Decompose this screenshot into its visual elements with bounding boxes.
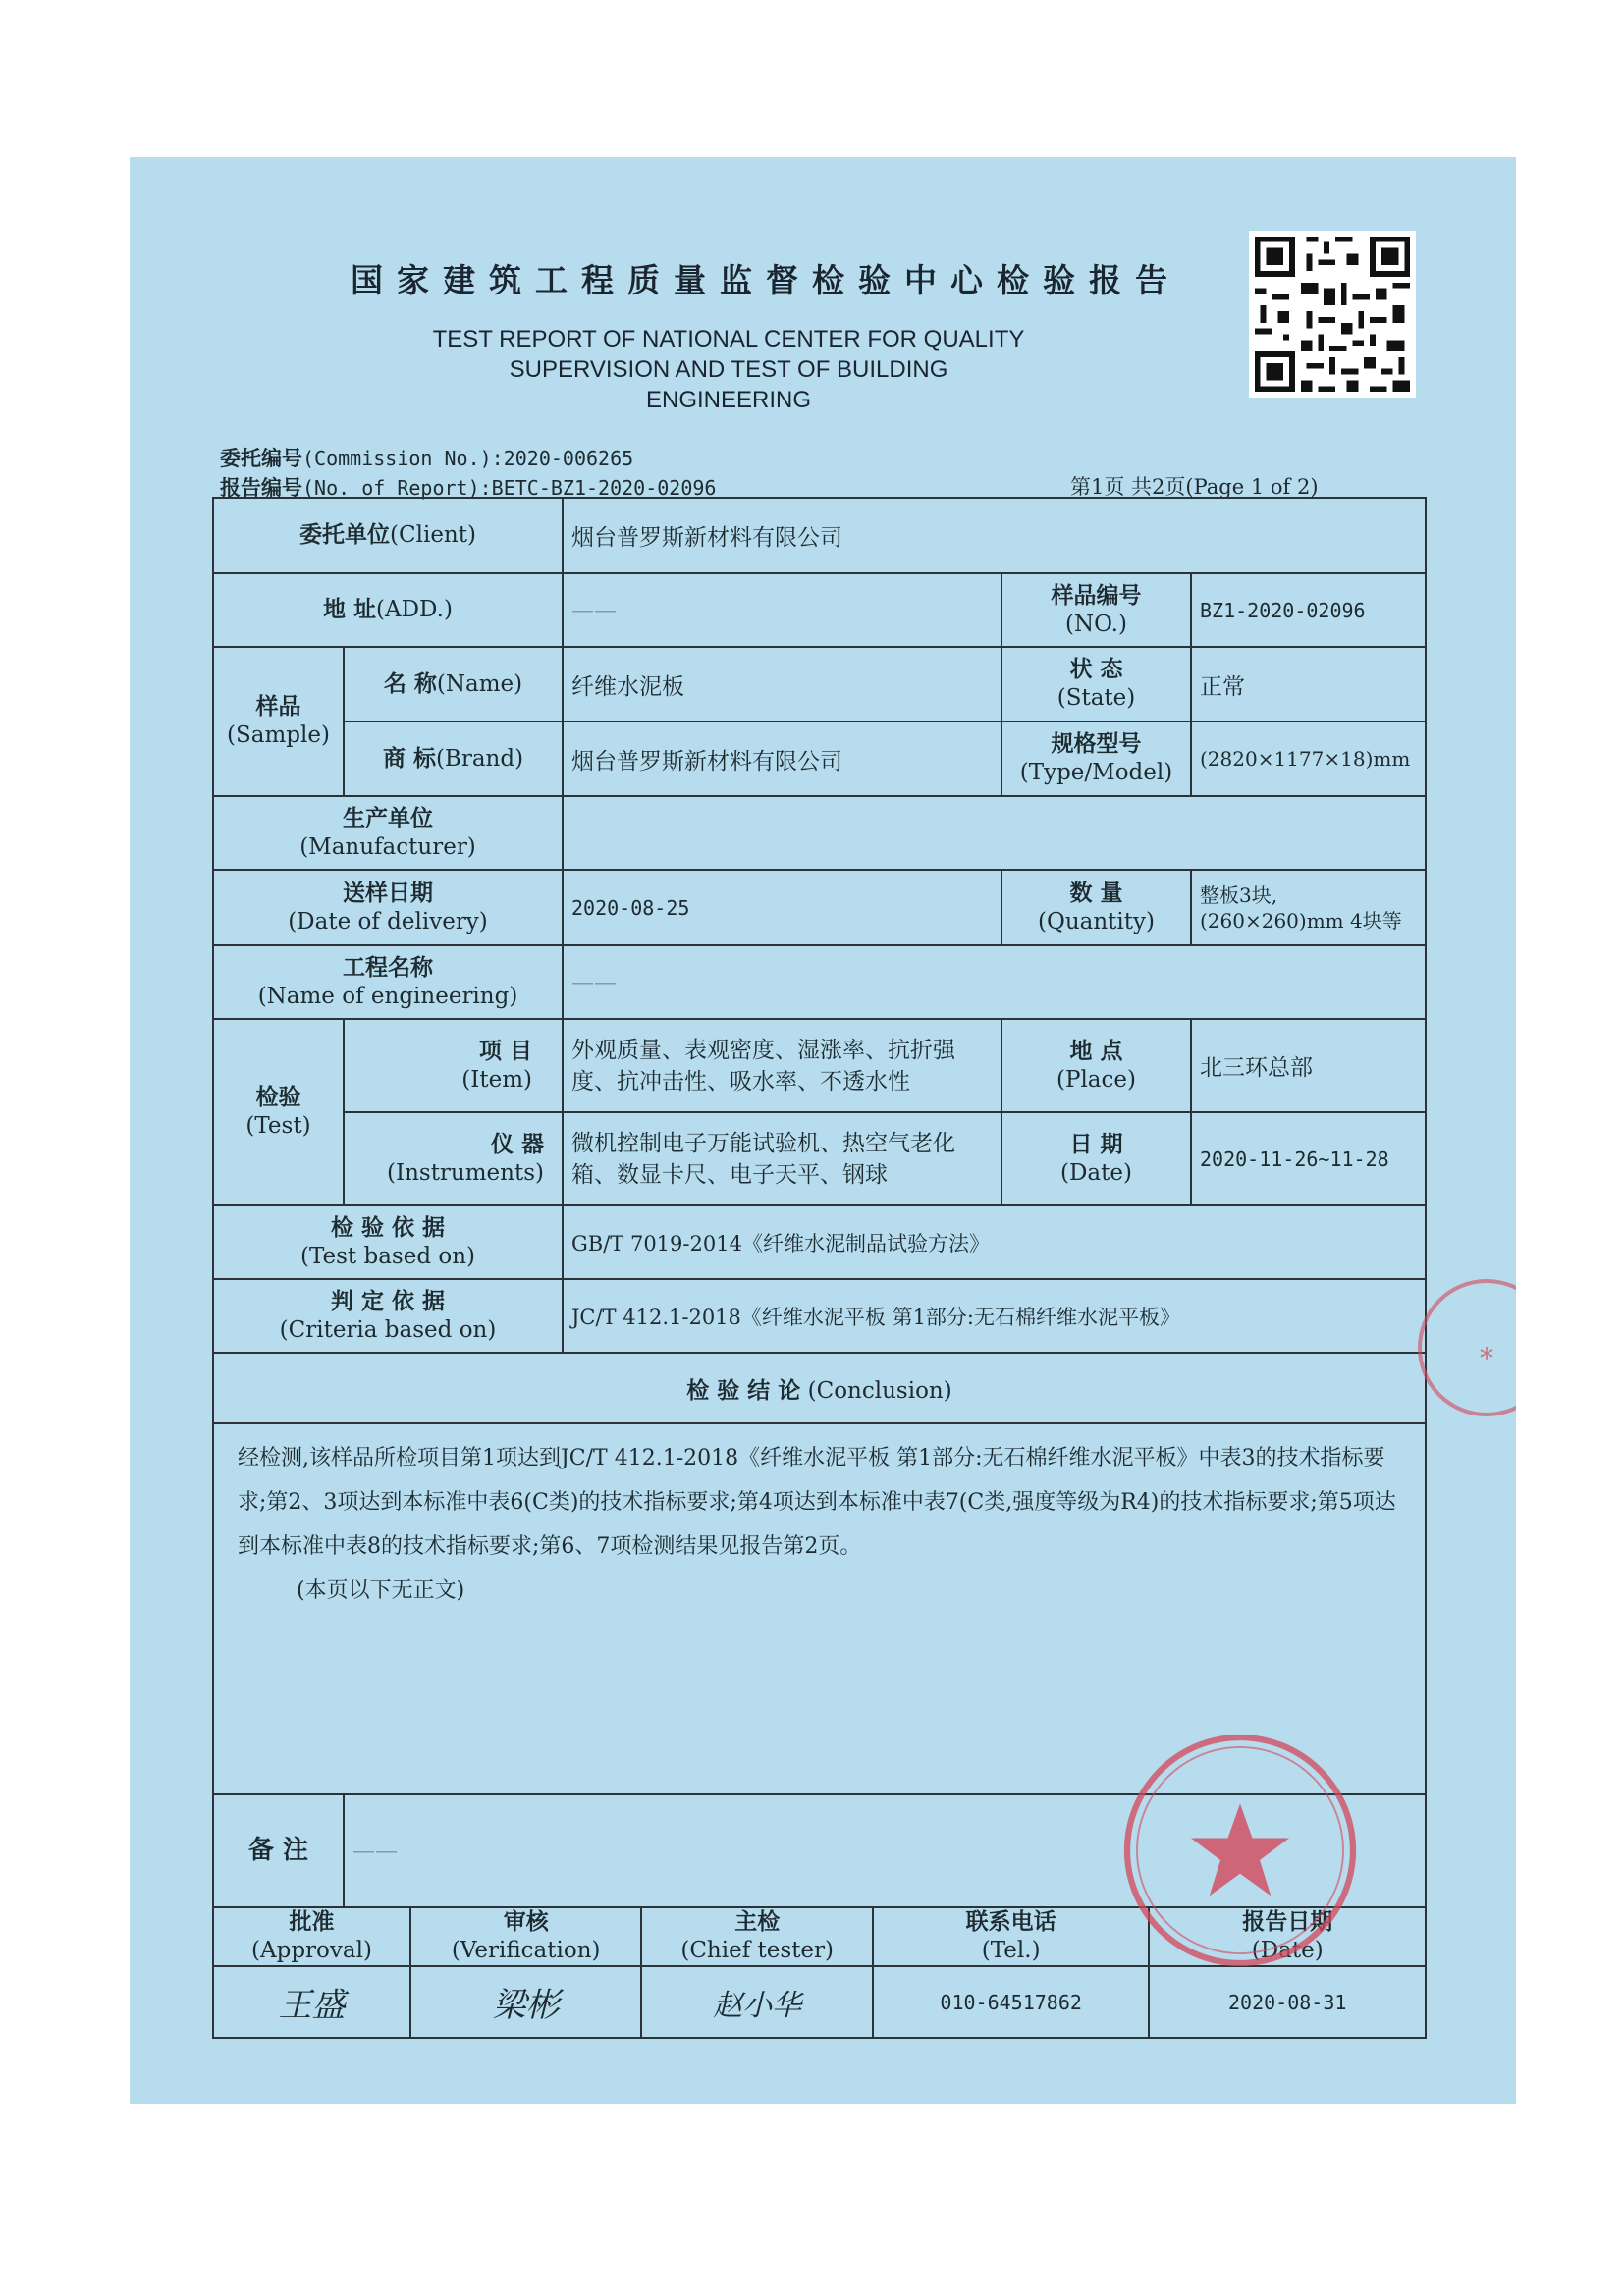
verification-label: 审核 (Verification)	[410, 1908, 641, 1966]
approval-signature: 王盛	[214, 1966, 410, 2037]
commission-value: 2020-006265	[503, 447, 634, 470]
report-label: 报告编号	[220, 476, 302, 500]
engineering-row	[213, 945, 1426, 1019]
commission-label: 委托编号	[220, 447, 302, 470]
tel-value: 010-64517862	[873, 1966, 1149, 2037]
instruments-value: 微机控制电子万能试验机、热空气老化箱、数显卡尺、电子天平、钢球	[563, 1112, 1001, 1205]
criteria-label: 判 定 依 据 (Criteria based on)	[213, 1279, 563, 1353]
sample-no-label: 样品编号 (NO.)	[1001, 573, 1191, 647]
title-en-line1: TEST REPORT OF NATIONAL CENTER FOR QUALITY	[432, 326, 1025, 352]
engineering-value: ——	[563, 945, 1426, 1019]
instruments-row	[213, 1112, 1426, 1205]
remarks-value: ——	[344, 1794, 1426, 1907]
item-label: 项 目 (Item)	[344, 1019, 563, 1112]
address-row	[213, 573, 1426, 647]
criteria-row	[213, 1279, 1426, 1353]
name-row	[213, 647, 1426, 721]
type-model-label: 规格型号 (Type/Model)	[1001, 721, 1191, 796]
quantity-value: 整板3块, (260×260)mm 4块等	[1191, 870, 1426, 945]
test-label: 检验 (Test)	[213, 1019, 344, 1205]
conclusion-heading: 检 验 结 论 (Conclusion)	[213, 1353, 1426, 1423]
place-value: 北三环总部	[1191, 1019, 1426, 1112]
signature-label-row	[213, 1907, 1426, 2038]
brand-row	[213, 721, 1426, 796]
report-title-cn: 国家建筑工程质量监督检验中心检验报告	[351, 261, 1181, 299]
commission-number	[220, 443, 633, 472]
item-value: 外观质量、表观密度、湿涨率、抗折强度、抗冲击性、吸水率、不透水性	[563, 1019, 1001, 1112]
delivery-row	[213, 870, 1426, 945]
report-label-en: (No. of Report):	[302, 476, 492, 500]
report-date-value: 2020-08-31	[1149, 1966, 1425, 2037]
type-model-value: (2820×1177×18)mm	[1191, 721, 1426, 796]
address-value: ——	[563, 573, 1001, 647]
commission-label-en: (Commission No.):	[302, 447, 504, 470]
state-label: 状 态 (State)	[1001, 647, 1191, 721]
verification-signature: 梁彬	[410, 1966, 641, 2037]
manufacturer-label: 生产单位 (Manufacturer)	[213, 796, 563, 870]
title-en-line2: SUPERVISION AND TEST OF BUILDING ENGINEERING	[509, 356, 948, 413]
name-value: 纤维水泥板	[563, 647, 1001, 721]
report-date-label: 报告日期 (Date)	[1242, 1909, 1333, 1963]
date-value: 2020-11-26~11-28	[1191, 1112, 1426, 1205]
item-row	[213, 1019, 1426, 1112]
client-value: 烟台普罗斯新材料有限公司	[563, 498, 1426, 573]
conclusion-body	[213, 1423, 1426, 1794]
criteria-value: JC/T 412.1-2018《纤维水泥平板 第1部分:无石棉纤维水泥平板》	[563, 1279, 1426, 1353]
test-basis-value: GB/T 7019-2014《纤维水泥制品试验方法》	[563, 1205, 1426, 1279]
client-row	[213, 498, 1426, 573]
report-title-en	[424, 324, 1033, 415]
report-table	[212, 497, 1427, 2039]
sample-no-value: BZ1-2020-02096	[1191, 573, 1426, 647]
remarks-label: 备 注	[213, 1794, 344, 1907]
brand-value: 烟台普罗斯新材料有限公司	[563, 721, 1001, 796]
instruments-label: 仪 器 (Instruments)	[344, 1112, 563, 1205]
svg-text:*: *	[1480, 1342, 1493, 1374]
conclusion-text: 经检测,该样品所检项目第1项达到JC/T 412.1-2018《纤维水泥平板 第1部分:无石棉纤维水泥平板》中表3的技术指标要求;第2、3项达到本标准中表6(C类)的技术指标要求;第4项达到本标准中表7(C类,强度等级为R4)的技术指标要求;第5项达到本标准中表8的技术指标要求;第6、7项检测结果见报告第2页。	[238, 1446, 1396, 1559]
remarks-row	[213, 1794, 1426, 1907]
report-sheet	[130, 157, 1516, 2104]
qr-code-icon	[1249, 231, 1416, 398]
conclusion-heading-row	[213, 1353, 1426, 1423]
client-label: 委托单位(Client)	[213, 498, 563, 573]
conclusion-row	[213, 1423, 1426, 1794]
quantity-label: 数 量 (Quantity)	[1001, 870, 1191, 945]
state-value: 正常	[1191, 647, 1426, 721]
address-label: 地 址(ADD.)	[213, 573, 563, 647]
conclusion-note: (本页以下无正文)	[297, 1578, 465, 1603]
place-label: 地 点 (Place)	[1001, 1019, 1191, 1112]
tel-label: 联系电话 (Tel.)	[873, 1908, 1149, 1966]
engineering-label: 工程名称 (Name of engineering)	[213, 945, 563, 1019]
sample-label: 样品 (Sample)	[213, 647, 344, 796]
name-label: 名 称(Name)	[344, 647, 563, 721]
report-value: BETC-BZ1-2020-02096	[491, 476, 717, 500]
delivery-label: 送样日期 (Date of delivery)	[213, 870, 563, 945]
chief-tester-label: 主检 (Chief tester)	[641, 1908, 872, 1966]
chief-tester-signature: 赵小华	[641, 1966, 872, 2037]
page-indicator: 第1页 共2页(Page 1 of 2)	[1070, 475, 1319, 499]
manufacturer-value	[563, 796, 1426, 870]
test-basis-label: 检 验 依 据 (Test based on)	[213, 1205, 563, 1279]
brand-label: 商 标(Brand)	[344, 721, 563, 796]
date-label: 日 期 (Date)	[1001, 1112, 1191, 1205]
approval-label: 批准 (Approval)	[214, 1908, 410, 1966]
manufacturer-row	[213, 796, 1426, 870]
delivery-value: 2020-08-25	[563, 870, 1001, 945]
test-basis-row	[213, 1205, 1426, 1279]
